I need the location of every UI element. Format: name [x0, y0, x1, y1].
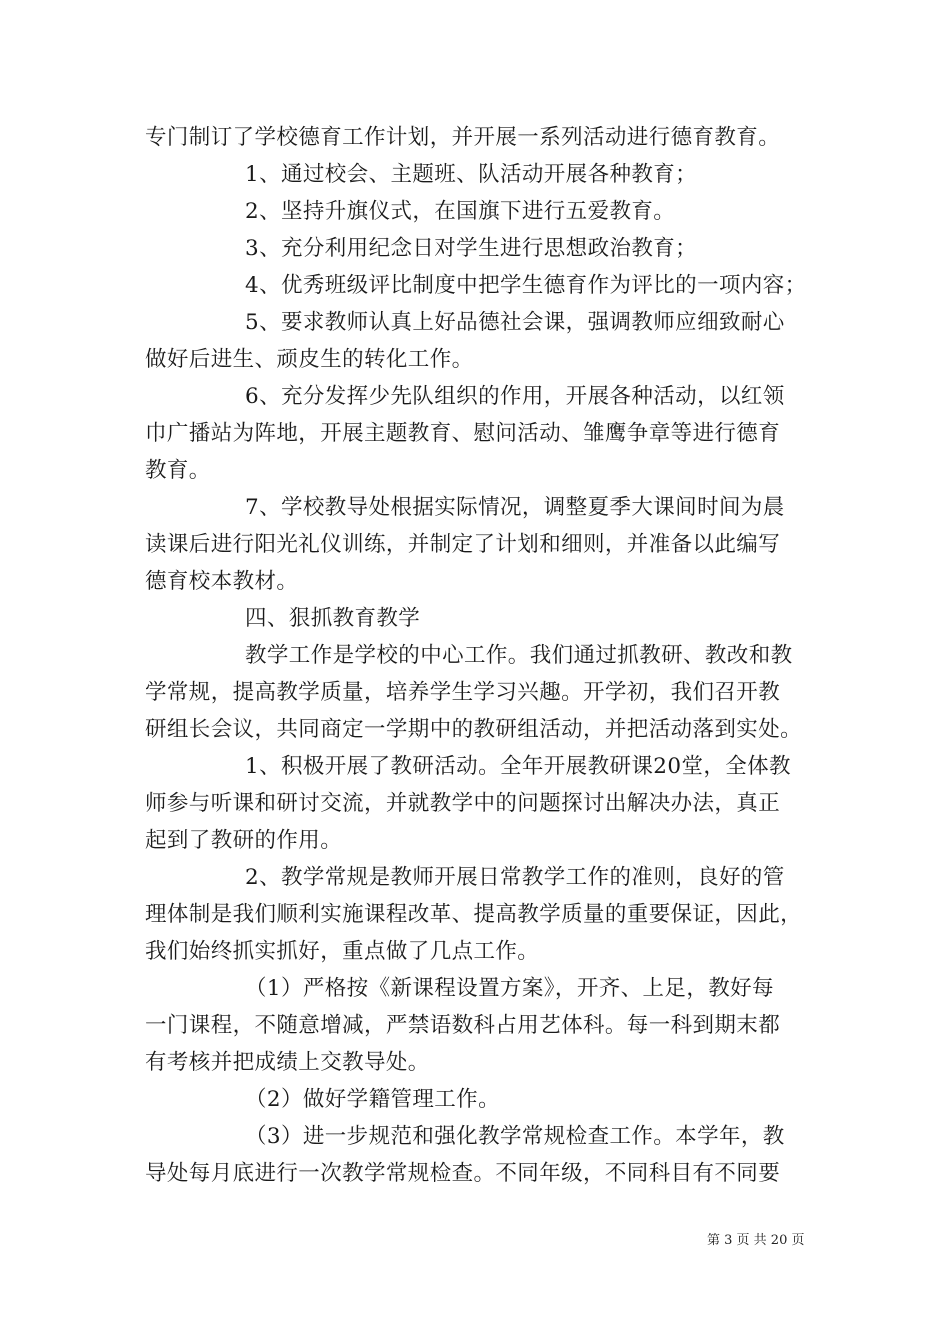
body-text-line: 做好后进生、顽皮生的转化工作。	[145, 347, 474, 372]
body-text-line: 起到了教研的作用。	[145, 828, 343, 853]
list-item-line: 4、优秀班级评比制度中把学生德育作为评比的一项内容；	[245, 273, 807, 298]
sub-item-line: （2）做好学籍管理工作。	[245, 1087, 500, 1112]
body-text-line: 一门课程，不随意增减，严禁语数科占用艺体科。每一科到期末都	[145, 1013, 781, 1038]
body-text-line: 德育校本教材。	[145, 569, 299, 594]
body-text-line: 专门制订了学校德育工作计划，并开展一系列活动进行德育教育。	[145, 125, 781, 150]
list-item-line: 2、教学常规是教师开展日常教学工作的准则，良好的管	[245, 865, 785, 890]
list-item-line: 1、积极开展了教研活动。全年开展教研课20堂，全体教	[245, 754, 791, 779]
list-item-line: 6、充分发挥少先队组织的作用，开展各种活动，以红领	[245, 384, 785, 409]
body-text-line: 导处每月底进行一次教学常规检查。不同年级，不同科目有不同要	[145, 1161, 781, 1186]
list-item-line: 2、坚持升旗仪式，在国旗下进行五爱教育。	[245, 199, 676, 224]
body-text-line: 我们始终抓实抓好，重点做了几点工作。	[145, 939, 540, 964]
paragraph-first-line: 教学工作是学校的中心工作。我们通过抓教研、教改和教	[245, 643, 793, 668]
list-item-line: 3、充分利用纪念日对学生进行思想政治教育；	[245, 236, 698, 261]
sub-item-line: （1）严格按《新课程设置方案》，开齐、上足，教好每	[245, 976, 774, 1001]
section-heading: 四、狠抓教育教学	[245, 606, 421, 631]
body-text-line: 读课后进行阳光礼仪训练，并制定了计划和细则，并准备以此编写	[145, 532, 781, 557]
list-item-line: 5、要求教师认真上好品德社会课，强调教师应细致耐心	[245, 310, 785, 335]
sub-item-line: （3）进一步规范和强化教学常规检查工作。本学年，教	[245, 1124, 785, 1149]
body-text-line: 巾广播站为阵地，开展主题教育、慰问活动、雏鹰争章等进行德育	[145, 421, 781, 446]
list-item-line: 1、通过校会、主题班、队活动开展各种教育；	[245, 162, 698, 187]
body-text-line: 学常规，提高教学质量，培养学生学习兴趣。开学初，我们召开教	[145, 680, 781, 705]
body-text-line: 有考核并把成绩上交教导处。	[145, 1050, 430, 1075]
body-text-line: 师参与听课和研讨交流，并就教学中的问题探讨出解决办法，真正	[145, 791, 781, 816]
body-text-line: 理体制是我们顺利实施课程改革、提高教学质量的重要保证，因此，	[145, 902, 803, 927]
list-item-line: 7、学校教导处根据实际情况，调整夏季大课间时间为晨	[245, 495, 785, 520]
page-number-footer: 第 3 页 共 20 页	[707, 1233, 805, 1248]
body-text-line: 教育。	[145, 458, 211, 483]
body-text-line: 研组长会议，共同商定一学期中的教研组活动，并把活动落到实处。	[145, 717, 803, 742]
